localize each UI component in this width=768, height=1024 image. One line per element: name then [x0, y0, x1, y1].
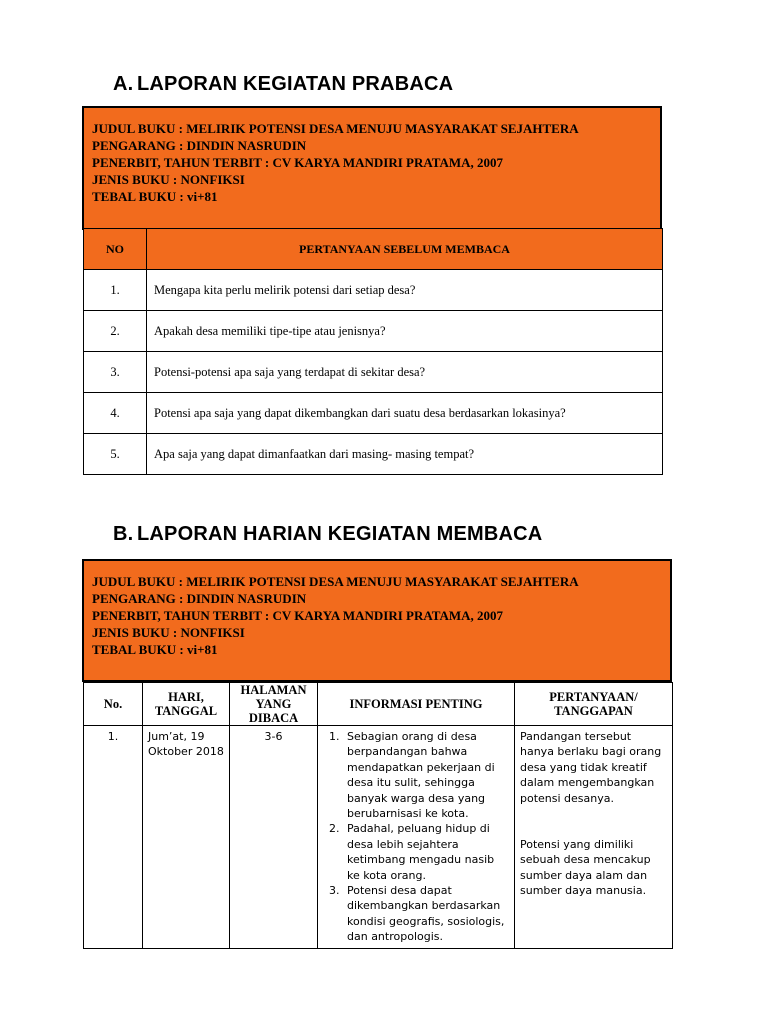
- table-header-row: [84, 683, 673, 726]
- row-question: Potensi-potensi apa saja yang terdapat di sekitar desa?: [147, 352, 663, 393]
- header-pages-read: HALAMAN YANG DIBACA: [230, 683, 318, 726]
- row-responses: [515, 726, 673, 949]
- info-item: 1. Sebagian orang di desa berpandangan bahwa mendapatkan pekerjaan di desa itu sulit, sehingga banyak warga desa yang berubarnisasi ke kota.: [343, 729, 509, 821]
- row-question: Apa saja yang dapat dimanfaatkan dari masing- masing tempat?: [147, 434, 663, 475]
- table-header-row: [84, 229, 663, 270]
- header-day-date: HARI, TANGGAL: [143, 683, 230, 726]
- book-publisher: PENERBIT, TAHUN TERBIT : CV KARYA MANDIRI PRATAMA, 2007: [92, 155, 504, 170]
- book-title: JUDUL BUKU : MELIRIK POTENSI DESA MENUJU MASYARAKAT SEJAHTERA: [92, 574, 579, 589]
- section-b-letter: B.: [113, 523, 134, 545]
- table-row: [84, 311, 663, 352]
- section-b-title-text: LAPORAN HARIAN KEGIATAN MEMBACA: [137, 523, 543, 545]
- book-type: JENIS BUKU : NONFIKSI: [92, 172, 245, 187]
- row-day-date: Jum’at, 19 Oktober 2018: [143, 726, 230, 949]
- row-question: Apakah desa memiliki tipe-tipe atau jenisnya?: [147, 311, 663, 352]
- info-item: 3. Potensi desa dapat dikembangkan berdasarkan kondisi geografis, sosiologis, dan antropologis.: [343, 883, 509, 945]
- table-row: [84, 726, 673, 949]
- table-row: [84, 393, 663, 434]
- response-text: Potensi yang dimiliki sebuah desa mencakup sumber daya alam dan sumber daya manusia.: [520, 838, 651, 898]
- header-important-info: INFORMASI PENTING: [318, 683, 515, 726]
- book-publisher: PENERBIT, TAHUN TERBIT : CV KARYA MANDIRI PRATAMA, 2007: [92, 608, 504, 623]
- response-text: Pandangan tersebut hanya berlaku bagi orang desa yang tidak kreatif dalam mengembangkan potensi desanya.: [520, 730, 662, 805]
- row-question: Potensi apa saja yang dapat dikembangkan dari suatu desa berdasarkan lokasinya?: [147, 393, 663, 434]
- table-row: [84, 434, 663, 475]
- row-no: 2.: [84, 311, 147, 352]
- row-no: 4.: [84, 393, 147, 434]
- section-a-title-text: LAPORAN KEGIATAN PRABACA: [137, 73, 454, 95]
- header-no: No.: [84, 683, 143, 726]
- book-author: PENGARANG : DINDIN NASRUDIN: [92, 138, 307, 153]
- row-no: 1.: [84, 726, 143, 949]
- section-a-title: [113, 73, 453, 96]
- book-info-box-a: [82, 106, 662, 230]
- book-author: PENGARANG : DINDIN NASRUDIN: [92, 591, 307, 606]
- daily-reading-report-table: [83, 682, 673, 949]
- row-no: 5.: [84, 434, 147, 475]
- section-b-title: [113, 523, 542, 546]
- header-question: PERTANYAAN SEBELUM MEMBACA: [147, 229, 663, 270]
- row-question: Mengapa kita perlu melirik potensi dari setiap desa?: [147, 270, 663, 311]
- row-no: 1.: [84, 270, 147, 311]
- book-type: JENIS BUKU : NONFIKSI: [92, 625, 245, 640]
- book-pages: TEBAL BUKU : vi+81: [92, 642, 218, 657]
- section-a-letter: A.: [113, 73, 134, 95]
- prereading-questions-table: [83, 228, 663, 475]
- book-pages: TEBAL BUKU : vi+81: [92, 189, 218, 204]
- table-row: [84, 352, 663, 393]
- row-pages: 3-6: [230, 726, 318, 949]
- book-title: JUDUL BUKU : MELIRIK POTENSI DESA MENUJU MASYARAKAT SEJAHTERA: [92, 121, 579, 136]
- info-list: [323, 729, 509, 945]
- header-no: NO: [84, 229, 147, 270]
- info-item: 2. Padahal, peluang hidup di desa lebih sejahtera ketimbang mengadu nasib ke kota orang.: [343, 821, 509, 883]
- table-row: [84, 270, 663, 311]
- header-questions-responses: PERTANYAAN/ TANGGAPAN: [515, 683, 673, 726]
- book-info-box-b: [82, 559, 672, 682]
- row-no: 3.: [84, 352, 147, 393]
- row-info: [318, 726, 515, 949]
